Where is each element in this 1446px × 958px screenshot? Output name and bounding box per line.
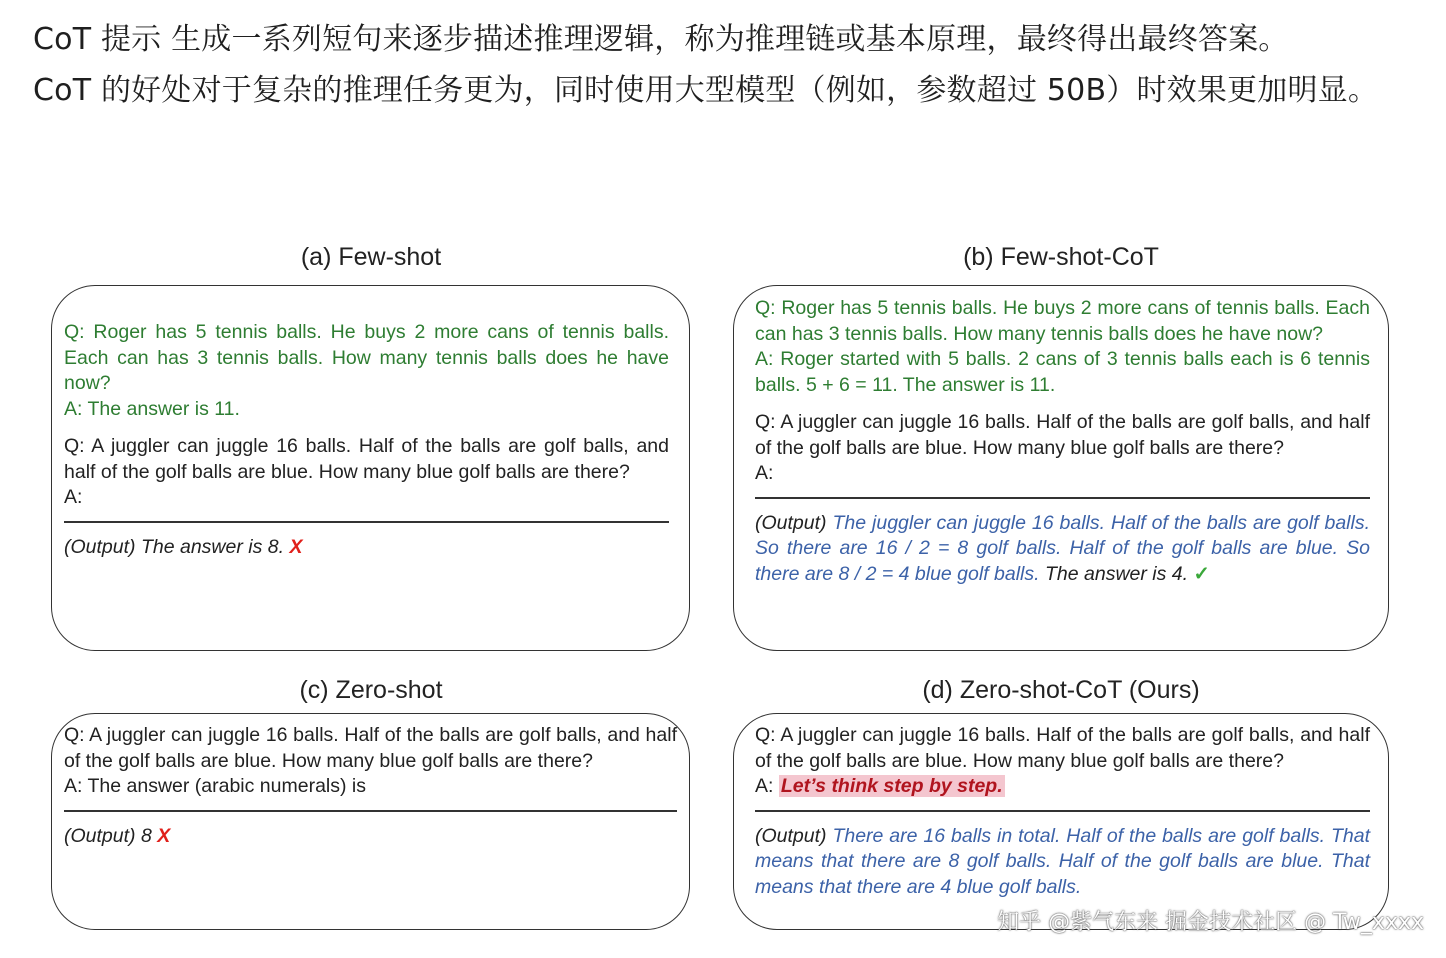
panel-d-divider: [755, 810, 1370, 812]
panel-d-title: (d) Zero-shot-CoT (Ours): [922, 676, 1200, 704]
panel-b-answer-prompt: A:: [755, 462, 774, 484]
panel-c-divider: [64, 810, 677, 812]
panel-b-output: [755, 511, 1370, 588]
panel-a-answer-prompt: A:: [64, 486, 83, 508]
panel-c-output-text: 8: [140, 824, 152, 847]
panel-b-divider: [755, 497, 1370, 499]
panel-b-question: Q: A juggler can juggle 16 balls. Half of the balls are golf balls, and half of the golf balls are blue. How many blue golf balls are there?: [755, 411, 1370, 459]
panel-a-few-shot: [51, 285, 690, 651]
panel-a-output-label: (Output): [64, 535, 136, 558]
panel-c-zero-shot: [51, 713, 690, 930]
panel-a-output-text: The answer is 8.: [140, 535, 285, 558]
intro-line-2: CoT 的好处对于复杂的推理任务更为，同时使用大型模型（例如，参数超过 50B）时效果更加明显。: [33, 73, 1379, 108]
panel-b-example-answer: A: Roger started with 5 balls. 2 cans of 3 tennis balls each is 6 tennis balls. 5 + 6 = 11. The answer is 11.: [755, 348, 1370, 396]
panel-d-question: Q: A juggler can juggle 16 balls. Half of the balls are golf balls, and half of the golf balls are blue. How many blue golf balls are there?: [755, 724, 1370, 772]
panel-c-question: Q: A juggler can juggle 16 balls. Half of the balls are golf balls, and half of the golf balls are blue. How many blue golf balls are there?: [64, 724, 677, 772]
check-mark-icon: ✓: [1193, 562, 1210, 585]
panel-d-output-label: (Output): [755, 824, 827, 847]
panel-d-output-reasoning: There are 16 balls in total. Half of the balls are golf balls. That means that there are 8 golf balls. Half of the golf balls are blue. That means that there are 4 blue golf balls.: [755, 824, 1370, 898]
panel-b-few-shot-cot: [733, 285, 1389, 651]
panel-b-output-reasoning: The juggler can juggle 16 balls. Half of the balls are golf balls. So there are 16 / 2 = 8 golf balls. Half of the golf balls are blue. So there are 8 / 2 = 4 blue golf balls.: [755, 511, 1370, 585]
panel-d-answer-line: [755, 774, 1370, 800]
panel-c-title: (c) Zero-shot: [299, 676, 443, 704]
wrong-x-icon: X: [157, 824, 171, 847]
panel-b-title: (b) Few-shot-CoT: [963, 243, 1159, 271]
panel-c-output: [64, 824, 677, 850]
panel-d-trigger-phrase: Let’s think step by step.: [780, 775, 1003, 797]
panel-b-output-answer: The answer is 4.: [1044, 562, 1189, 585]
panel-c-answer-prompt: A: The answer (arabic numerals) is: [64, 775, 367, 797]
panel-d-answer-prefix: A:: [755, 775, 774, 797]
panel-a-example-question: Q: Roger has 5 tennis balls. He buys 2 more cans of tennis balls. Each can has 3 tennis balls. How many tennis balls does he have now?: [64, 321, 669, 394]
watermark: 知乎 @紫气东来 掘金技术社区 @ Tw_xxxx: [997, 910, 1424, 935]
panel-a-divider: [64, 521, 669, 523]
panel-a-title: (a) Few-shot: [300, 243, 442, 271]
panel-a-example-answer: A: The answer is 11.: [64, 397, 240, 420]
panel-d-zero-shot-cot: [733, 713, 1389, 930]
panel-a-question: Q: A juggler can juggle 16 balls. Half of the balls are golf balls, and half of the golf balls are blue. How many blue golf balls are there?: [64, 435, 669, 483]
panel-b-output-label: (Output): [755, 511, 827, 534]
panel-c-output-label: (Output): [64, 824, 136, 847]
intro-line-1: CoT 提示 生成一系列短句来逐步描述推理逻辑，称为推理链或基本原理，最终得出最终答案。: [33, 22, 1289, 57]
intro-paragraph: [33, 14, 1423, 116]
panel-d-output: [755, 824, 1370, 901]
panel-a-output: [64, 535, 669, 561]
wrong-x-icon: X: [289, 535, 303, 558]
panel-b-example-question: Q: Roger has 5 tennis balls. He buys 2 more cans of tennis balls. Each can has 3 tennis balls. How many tennis balls does he have now?: [755, 297, 1370, 345]
